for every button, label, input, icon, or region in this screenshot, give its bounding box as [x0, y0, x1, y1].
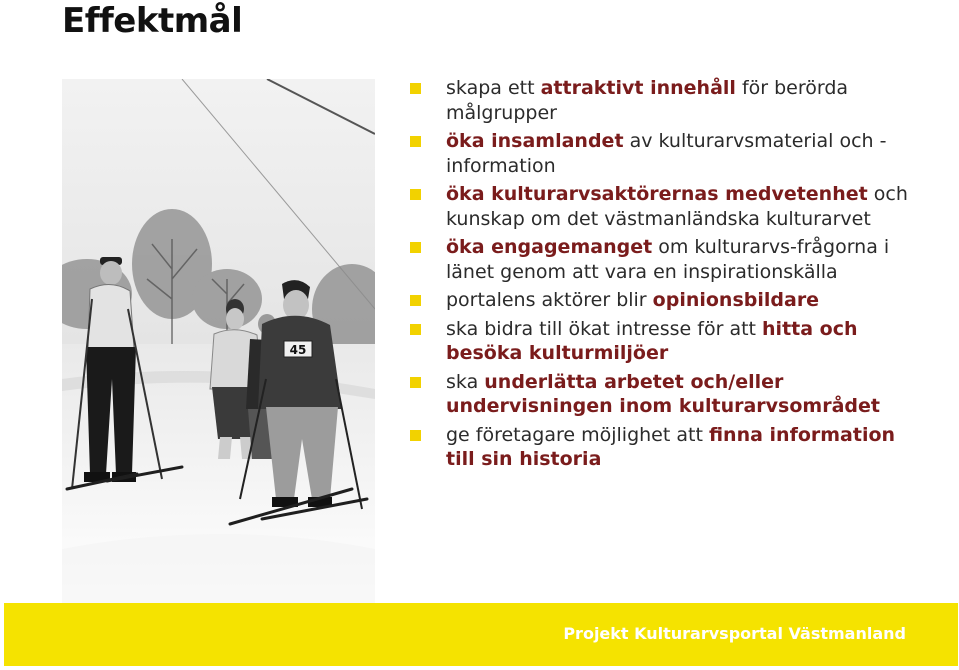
goal-highlight-text: attraktivt innehåll [540, 77, 736, 99]
goal-item [410, 129, 930, 178]
goal-text: för berörda målgrupper [446, 77, 849, 124]
goals-list [410, 76, 930, 476]
goal-highlight-text: opinionsbildare [652, 289, 820, 311]
goal-text: och kunskap om det västmanländska kulturarvet [446, 183, 908, 230]
goal-highlight-text: finna information till sin historia [446, 423, 896, 470]
goal-text: om kulturarvs-frågorna i länet genom att vara en inspirationskälla [446, 236, 890, 283]
goal-text: skapa ett [446, 77, 541, 99]
skiers-photo [62, 79, 375, 604]
goal-text: portalens aktörer blir [446, 289, 653, 311]
bib-number: 45 [289, 343, 307, 357]
square-bullet-icon [410, 430, 421, 441]
square-bullet-icon [410, 377, 421, 388]
goal-text: ge företagare möjlighet att [446, 423, 709, 446]
goal-text: ska [446, 370, 485, 393]
goal-item [410, 182, 930, 231]
goal-highlight-text: öka engagemanget [446, 236, 653, 258]
slide-title: Effektmål [62, 1, 243, 41]
square-bullet-icon [410, 83, 421, 94]
footer-project-name: Projekt Kulturarvsportal Västmanland [563, 624, 906, 643]
goal-text: ska bidra till ökat intresse för att [446, 317, 763, 340]
square-bullet-icon [410, 324, 421, 335]
footer-bar [4, 603, 958, 666]
skiers-photo-illustration [62, 79, 375, 604]
square-bullet-icon [410, 189, 421, 200]
square-bullet-icon [410, 242, 421, 253]
goal-highlight-text: underlätta arbetet och/eller undervisningen inom kulturarvsområdet [446, 370, 880, 417]
goal-highlight-text: hitta och besöka kulturmiljöer [446, 317, 858, 364]
goal-text: av kulturarvsmaterial och -information [446, 130, 887, 177]
goal-item [410, 423, 930, 472]
square-bullet-icon [410, 295, 421, 306]
goal-item [410, 288, 930, 313]
goal-item [410, 235, 930, 284]
goal-item [410, 370, 930, 419]
square-bullet-icon [410, 136, 421, 147]
goal-item [410, 317, 930, 366]
goal-highlight-text: öka kulturarvsaktörernas medvetenhet [446, 183, 868, 205]
goal-item [410, 76, 930, 125]
goal-highlight-text: öka insamlandet [446, 130, 624, 152]
